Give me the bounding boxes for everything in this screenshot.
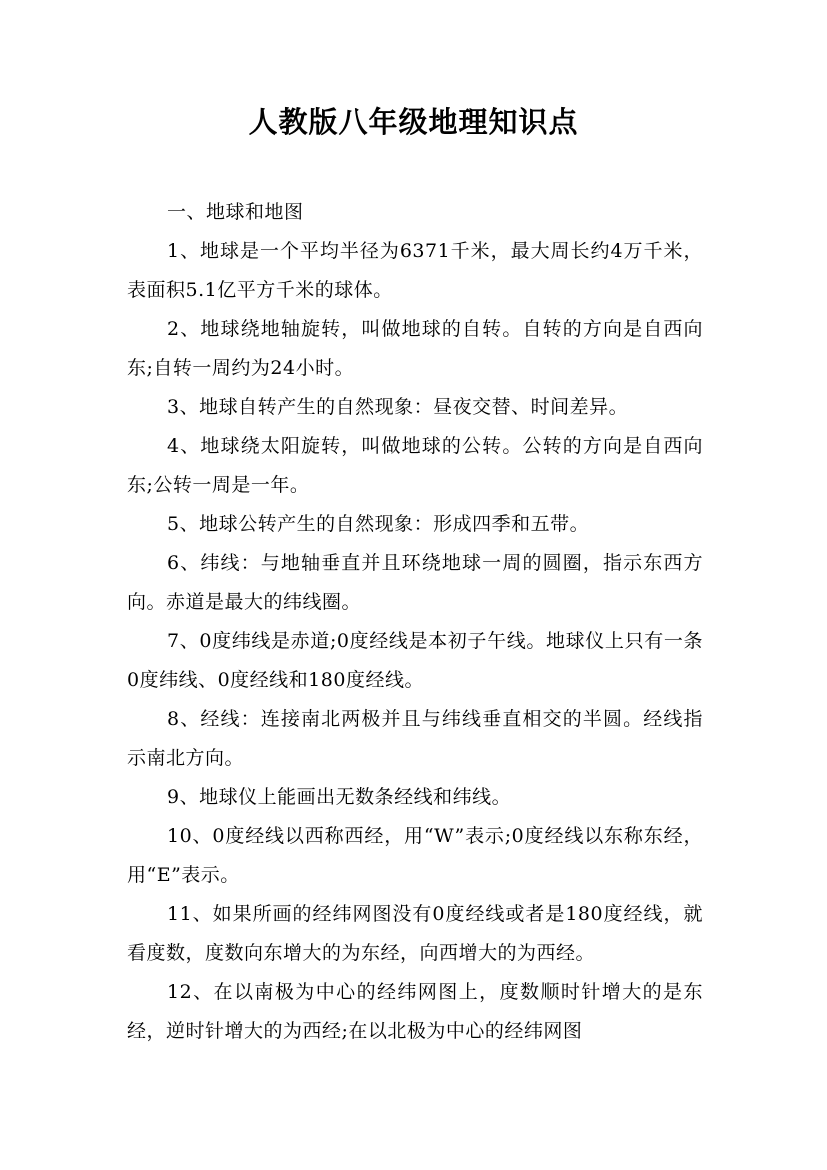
paragraph-12: 12、在以南极为中心的经纬网图上，度数顺时针增大的是东经，逆时针增大的为西经;在以北极为中心的经纬网图 — [127, 981, 703, 1042]
paragraph-1: 1、地球是一个平均半径为6371千米，最大周长约4万千米，表面积5.1亿平方千米的球体。 — [127, 240, 703, 301]
paragraph-5: 5、地球公转产生的自然现象：形成四季和五带。 — [167, 513, 590, 535]
document-title: 人教版八年级地理知识点 — [248, 105, 579, 139]
paragraph-4: 4、地球绕太阳旋转，叫做地球的公转。公转的方向是自西向东;公转一周是一年。 — [127, 435, 703, 496]
section-heading: 一、地球和地图 — [167, 201, 304, 223]
paragraph-11: 11、如果所画的经纬网图没有0度经线或者是180度经线，就看度数，度数向东增大的为东经，向西增大的为西经。 — [127, 903, 703, 964]
paragraph-2: 2、地球绕地轴旋转，叫做地球的自转。自转的方向是自西向东;自转一周约为24小时。 — [127, 318, 703, 379]
paragraph-8: 8、经线：连接南北两极并且与纬线垂直相交的半圆。经线指示南北方向。 — [127, 708, 703, 769]
paragraph-7: 7、0度纬线是赤道;0度经线是本初子午线。地球仪上只有一条0度纬线、0度经线和180度经线。 — [127, 630, 703, 691]
paragraph-3: 3、地球自转产生的自然现象：昼夜交替、时间差异。 — [167, 396, 629, 418]
paragraph-9: 9、地球仪上能画出无数条经线和纬线。 — [167, 786, 512, 808]
document-body — [127, 193, 703, 1051]
paragraph-10: 10、0度经线以西称西经，用“W”表示;0度经线以东称东经，用“E”表示。 — [127, 825, 703, 886]
paragraph-6: 6、纬线：与地轴垂直并且环绕地球一周的圆圈，指示东西方向。赤道是最大的纬线圈。 — [127, 552, 703, 613]
